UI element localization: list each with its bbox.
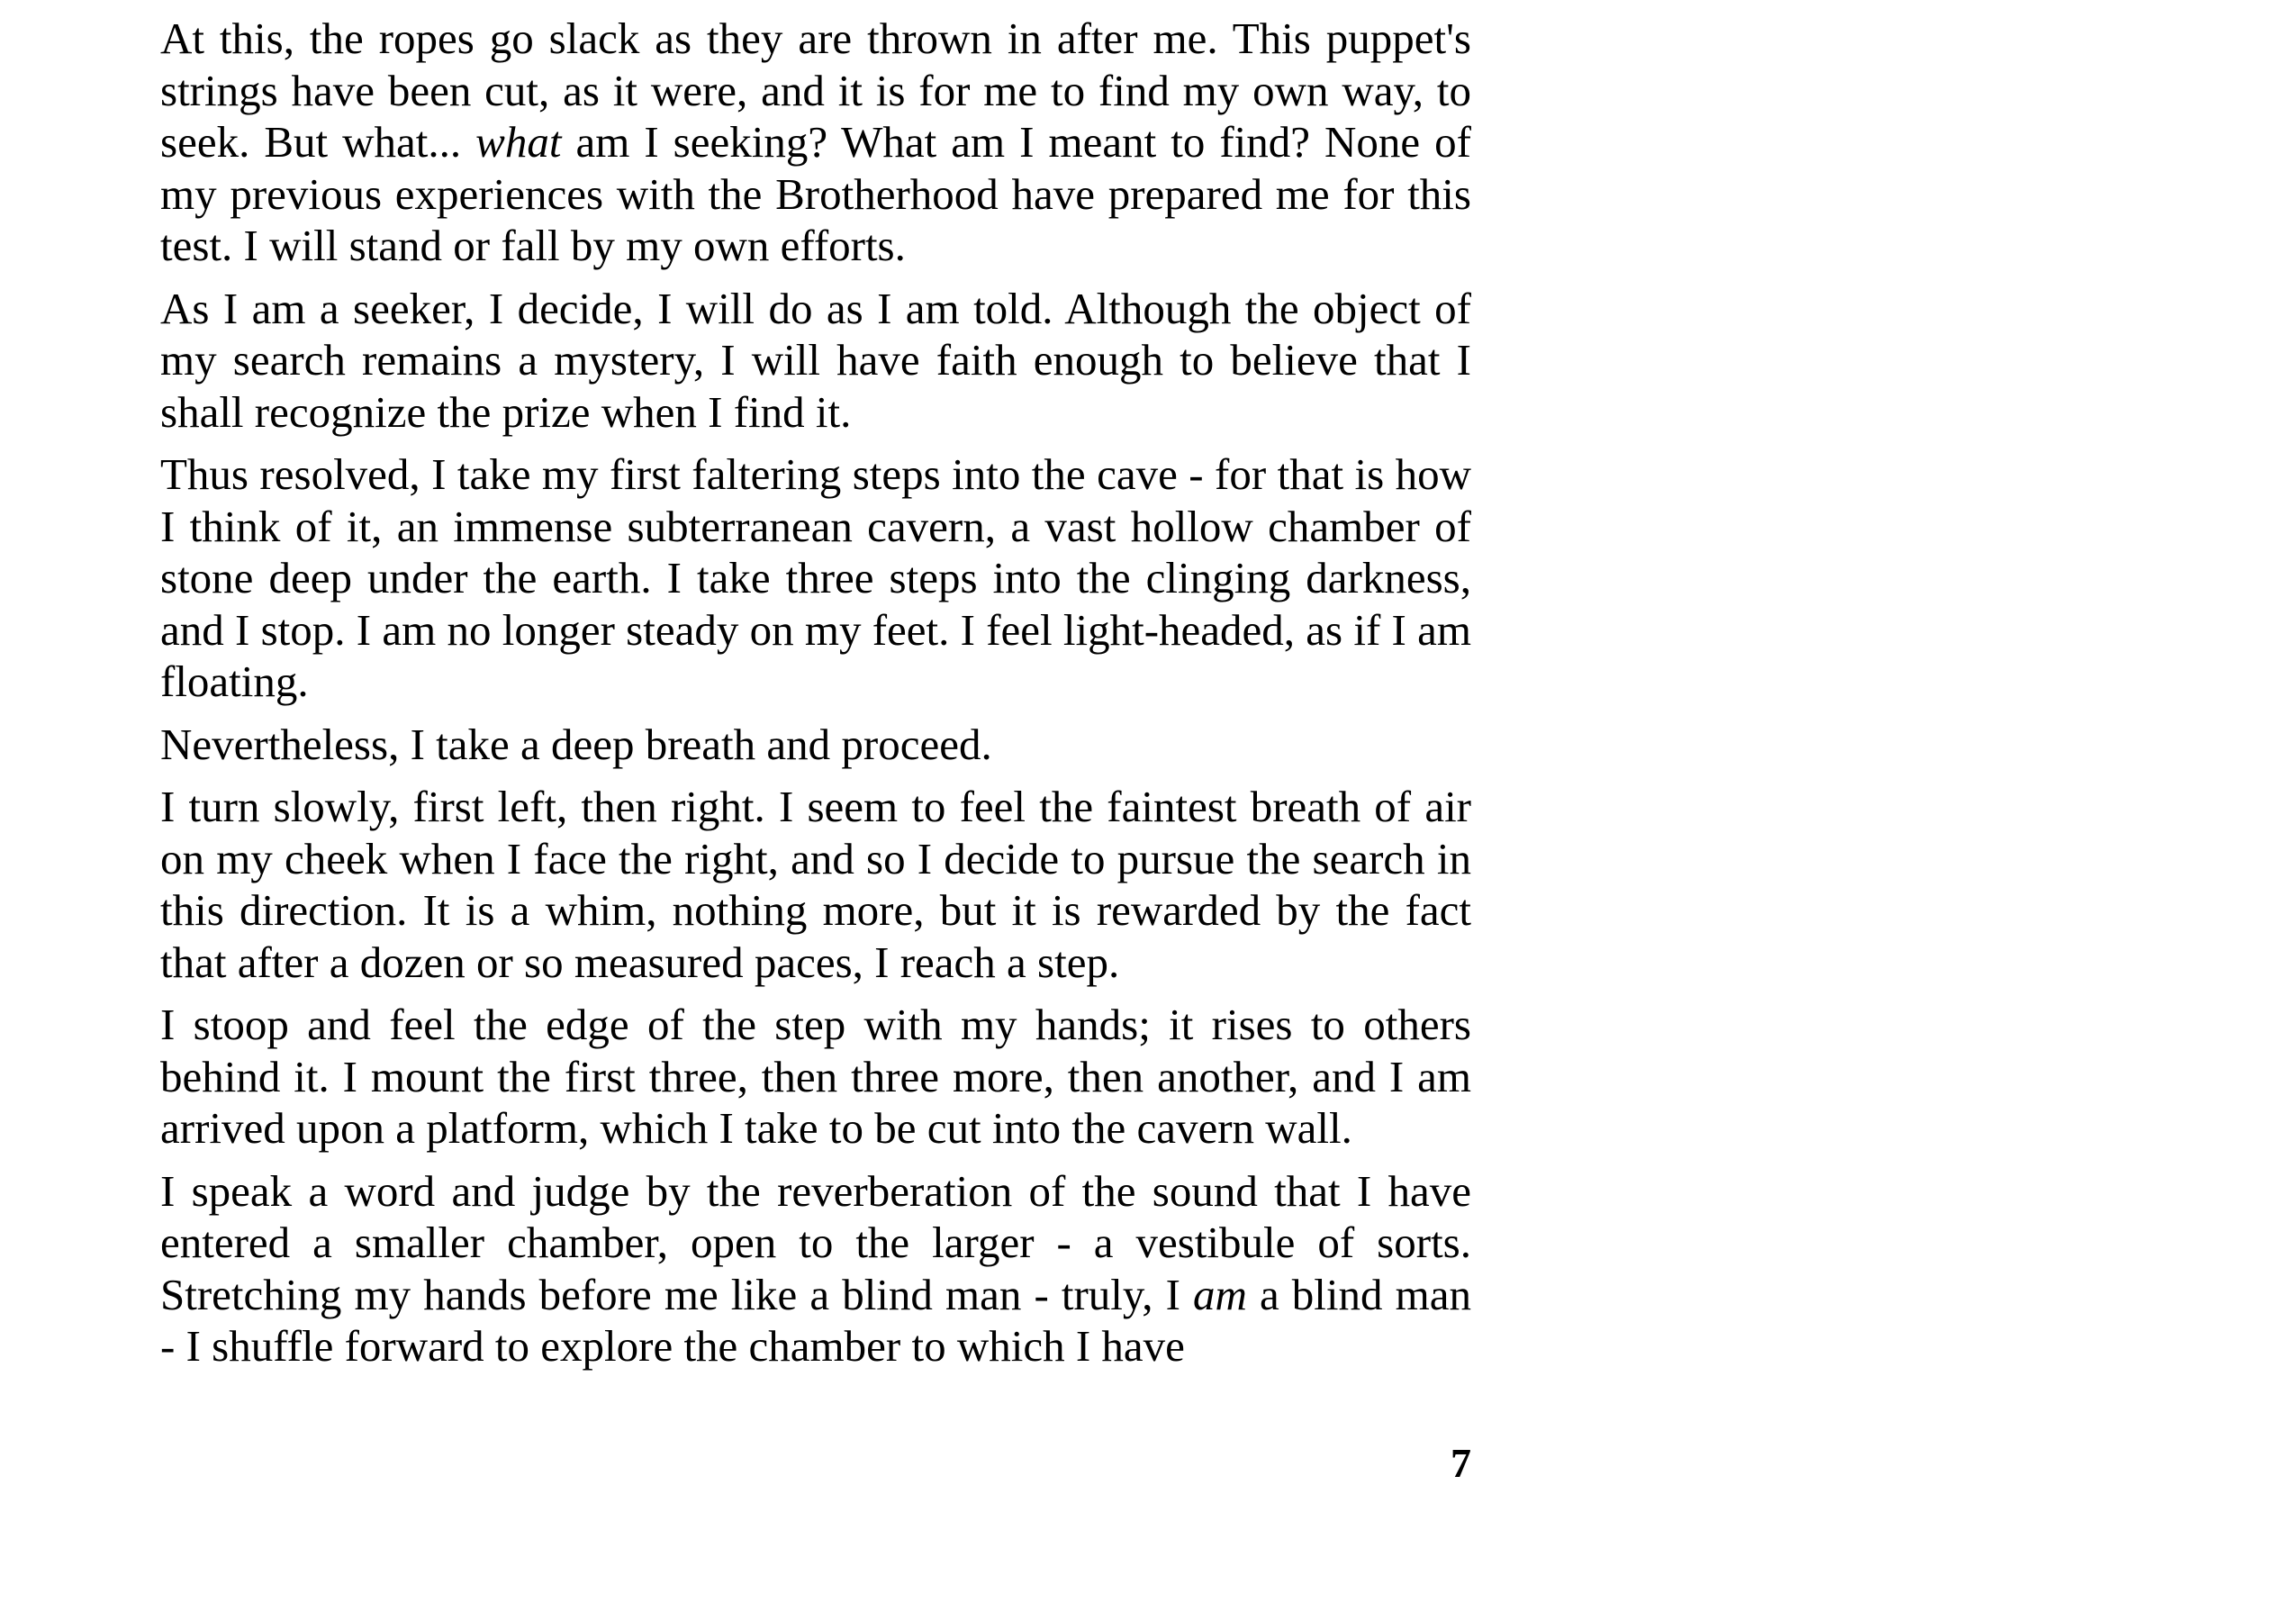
paragraph xyxy=(160,999,1471,1155)
page-number: 7 xyxy=(1451,1440,1471,1486)
paragraph-text: Nevertheless, I take a deep breath and proceed. xyxy=(160,719,992,769)
paragraph xyxy=(160,283,1471,439)
paragraph xyxy=(160,781,1471,988)
paragraph xyxy=(160,13,1471,272)
paragraph xyxy=(160,1165,1471,1372)
paragraph-text: am I seeking? What am I meant to find? None of my previous experiences with the Brotherhood have prepared me for this test. I will stand or fall by my own efforts. xyxy=(160,117,1471,270)
paragraph-text: I speak a word and judge by the reverberation of the sound that I have entered a smaller chamber, open to the larger - a vestibule of sorts. Stretching my hands before me like a blind man - truly, I xyxy=(160,1165,1471,1319)
paragraph-text: Thus resolved, I take my first faltering steps into the cave - for that is how I think of it, an immense subterranean cavern, a vast hollow chamber of stone deep under the earth. I take three steps into the clinging darkness, and I stop. I am no longer steady on my feet. I feel light-headed, as if I am floating. xyxy=(160,449,1471,706)
paragraph-text: As I am a seeker, I decide, I will do as I am told. Although the object of my search remains a mystery, I will have faith enough to believe that I shall recognize the prize when I find it. xyxy=(160,283,1471,437)
italic-text: am xyxy=(1192,1269,1247,1319)
paragraph-text: I stoop and feel the edge of the step with my hands; it rises to others behind it. I mount the first three, then three more, then another, and I am arrived upon a platform, which I take to be cut into the cavern wall. xyxy=(160,1000,1471,1153)
paragraph-text: a blind man - I shuffle forward to explore the chamber to which I have xyxy=(160,1269,1471,1371)
body-text xyxy=(160,13,1471,1383)
paragraph-text: At this, the ropes go slack as they are thrown in after me. This puppet's strings have been cut, as it were, and it is for me to find my own way, to seek. But what... xyxy=(160,14,1471,167)
italic-text: what xyxy=(475,117,562,167)
paragraph xyxy=(160,719,1471,771)
paragraph xyxy=(160,448,1471,708)
paragraph-text: I turn slowly, first left, then right. I seem to feel the faintest breath of air on my cheek when I face the right, and so I decide to pursue the search in this direction. It is a whim, nothing more, but it is rewarded by the fact that after a dozen or so measured paces, I reach a step. xyxy=(160,782,1471,987)
